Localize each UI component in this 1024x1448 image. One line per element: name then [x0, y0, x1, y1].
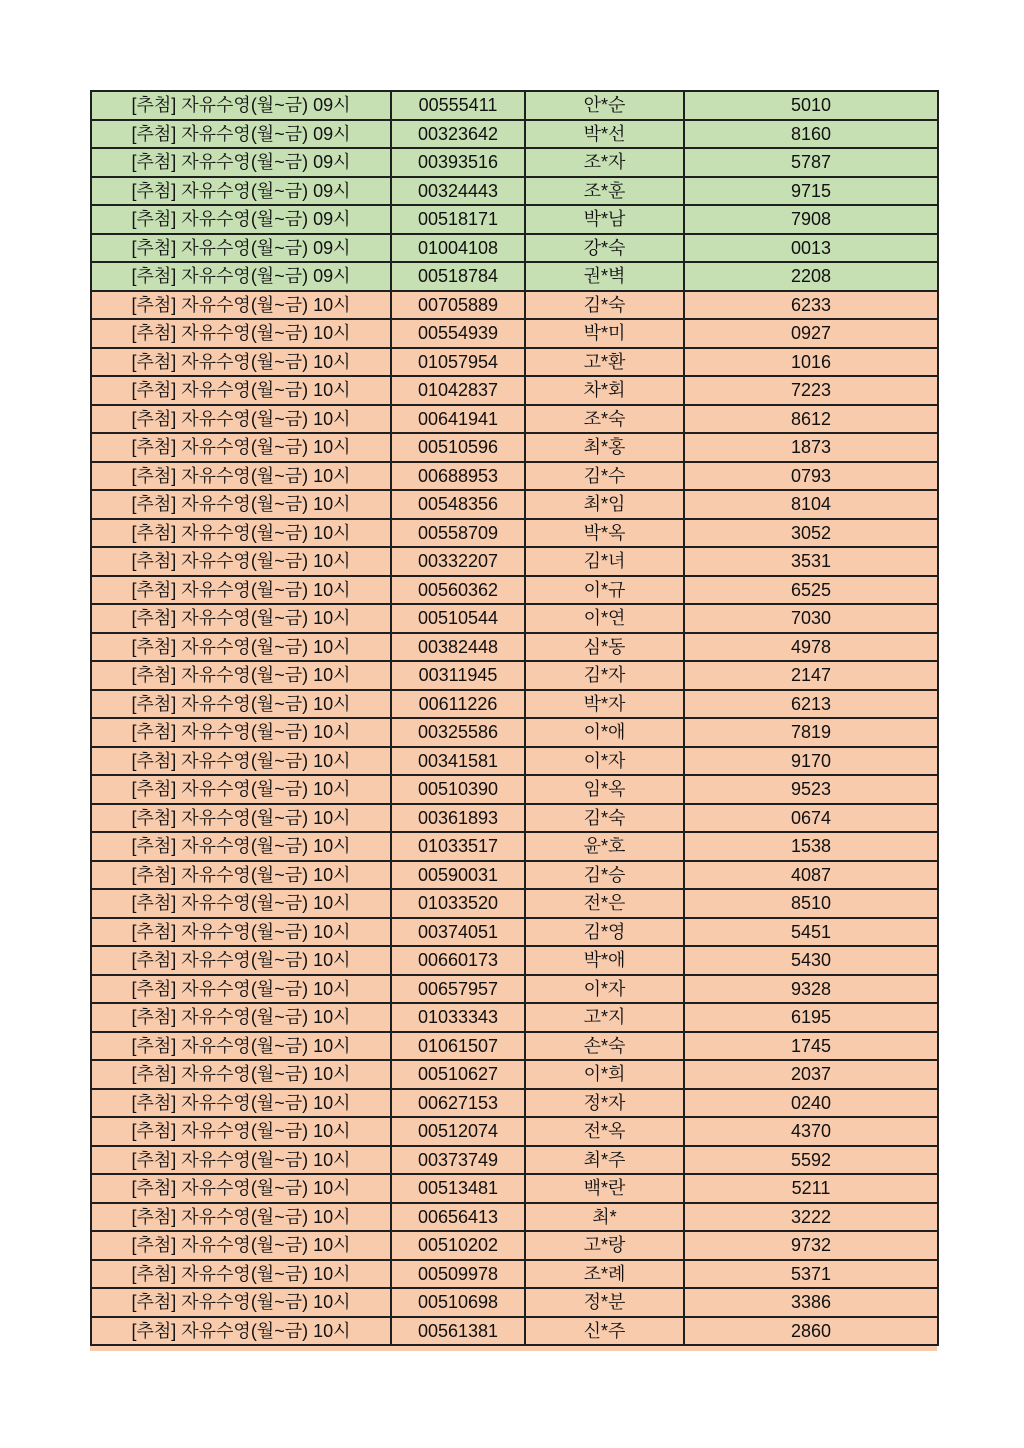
member-id-cell: 00590031 — [391, 861, 525, 890]
session-cell: [추첨] 자유수영(월~금) 09시 — [91, 234, 391, 263]
name-cell: 전*옥 — [525, 1117, 684, 1146]
member-id-cell: 01033520 — [391, 889, 525, 918]
table-row — [91, 1117, 938, 1146]
session-cell: [추첨] 자유수영(월~금) 10시 — [91, 1060, 391, 1089]
member-id-cell: 00510202 — [391, 1231, 525, 1260]
code-cell: 5010 — [684, 91, 938, 120]
name-cell: 이*애 — [525, 718, 684, 747]
session-cell: [추첨] 자유수영(월~금) 10시 — [91, 576, 391, 605]
table-row — [91, 832, 938, 861]
code-cell: 2037 — [684, 1060, 938, 1089]
table-row — [91, 1146, 938, 1175]
member-id-cell: 00382448 — [391, 633, 525, 662]
session-cell: [추첨] 자유수영(월~금) 10시 — [91, 718, 391, 747]
session-cell: [추첨] 자유수영(월~금) 10시 — [91, 1032, 391, 1061]
session-cell: [추첨] 자유수영(월~금) 10시 — [91, 832, 391, 861]
name-cell: 심*동 — [525, 633, 684, 662]
name-cell: 손*숙 — [525, 1032, 684, 1061]
name-cell: 김*녀 — [525, 547, 684, 576]
member-id-cell: 00660173 — [391, 946, 525, 975]
code-cell: 5430 — [684, 946, 938, 975]
name-cell: 박*옥 — [525, 519, 684, 548]
session-cell: [추첨] 자유수영(월~금) 10시 — [91, 975, 391, 1004]
member-id-cell: 00513481 — [391, 1174, 525, 1203]
member-id-cell: 00512074 — [391, 1117, 525, 1146]
code-cell: 1538 — [684, 832, 938, 861]
name-cell: 김*영 — [525, 918, 684, 947]
code-cell: 3531 — [684, 547, 938, 576]
name-cell: 김*자 — [525, 661, 684, 690]
table-row — [91, 519, 938, 548]
table-row — [91, 348, 938, 377]
session-cell: [추첨] 자유수영(월~금) 10시 — [91, 661, 391, 690]
code-cell: 5787 — [684, 148, 938, 177]
session-cell: [추첨] 자유수영(월~금) 09시 — [91, 262, 391, 291]
code-cell: 0013 — [684, 234, 938, 263]
session-cell: [추첨] 자유수영(월~금) 09시 — [91, 177, 391, 206]
session-cell: [추첨] 자유수영(월~금) 09시 — [91, 205, 391, 234]
table-row — [91, 1317, 938, 1346]
code-cell: 2208 — [684, 262, 938, 291]
name-cell: 이*연 — [525, 604, 684, 633]
code-cell: 4978 — [684, 633, 938, 662]
session-cell: [추첨] 자유수영(월~금) 10시 — [91, 1317, 391, 1346]
table-row — [91, 747, 938, 776]
name-cell: 권*벽 — [525, 262, 684, 291]
code-cell: 6195 — [684, 1003, 938, 1032]
lottery-results-table — [90, 90, 939, 1346]
session-cell: [추첨] 자유수영(월~금) 10시 — [91, 1146, 391, 1175]
table-row — [91, 405, 938, 434]
member-id-cell: 01033343 — [391, 1003, 525, 1032]
name-cell: 박*자 — [525, 690, 684, 719]
code-cell: 0674 — [684, 804, 938, 833]
session-cell: [추첨] 자유수영(월~금) 10시 — [91, 1203, 391, 1232]
session-cell: [추첨] 자유수영(월~금) 10시 — [91, 405, 391, 434]
session-cell: [추첨] 자유수영(월~금) 10시 — [91, 490, 391, 519]
table-row — [91, 433, 938, 462]
name-cell: 박*애 — [525, 946, 684, 975]
name-cell: 윤*호 — [525, 832, 684, 861]
member-id-cell: 00554939 — [391, 319, 525, 348]
table-row — [91, 319, 938, 348]
name-cell: 조*훈 — [525, 177, 684, 206]
code-cell: 3052 — [684, 519, 938, 548]
member-id-cell: 01042837 — [391, 376, 525, 405]
member-id-cell: 00656413 — [391, 1203, 525, 1232]
member-id-cell: 00332207 — [391, 547, 525, 576]
session-cell: [추첨] 자유수영(월~금) 10시 — [91, 775, 391, 804]
code-cell: 3222 — [684, 1203, 938, 1232]
member-id-cell: 01033517 — [391, 832, 525, 861]
session-cell: [추첨] 자유수영(월~금) 10시 — [91, 918, 391, 947]
session-cell: [추첨] 자유수영(월~금) 10시 — [91, 433, 391, 462]
table-row — [91, 91, 938, 120]
session-cell: [추첨] 자유수영(월~금) 10시 — [91, 747, 391, 776]
code-cell: 5592 — [684, 1146, 938, 1175]
code-cell: 9732 — [684, 1231, 938, 1260]
member-id-cell: 00374051 — [391, 918, 525, 947]
session-cell: [추첨] 자유수영(월~금) 10시 — [91, 462, 391, 491]
session-cell: [추첨] 자유수영(월~금) 10시 — [91, 1003, 391, 1032]
table-row — [91, 975, 938, 1004]
name-cell: 조*숙 — [525, 405, 684, 434]
member-id-cell: 00611226 — [391, 690, 525, 719]
code-cell: 9523 — [684, 775, 938, 804]
cut-off-next-row — [90, 1346, 937, 1351]
name-cell: 정*자 — [525, 1089, 684, 1118]
member-id-cell: 00558709 — [391, 519, 525, 548]
name-cell: 안*순 — [525, 91, 684, 120]
table-row — [91, 1231, 938, 1260]
session-cell: [추첨] 자유수영(월~금) 10시 — [91, 604, 391, 633]
session-cell: [추첨] 자유수영(월~금) 10시 — [91, 946, 391, 975]
member-id-cell: 00688953 — [391, 462, 525, 491]
name-cell: 김*승 — [525, 861, 684, 890]
table-row — [91, 291, 938, 320]
name-cell: 이*희 — [525, 1060, 684, 1089]
name-cell: 최*주 — [525, 1146, 684, 1175]
code-cell: 5451 — [684, 918, 938, 947]
table-row — [91, 262, 938, 291]
table-row — [91, 1260, 938, 1289]
code-cell: 1745 — [684, 1032, 938, 1061]
session-cell: [추첨] 자유수영(월~금) 10시 — [91, 376, 391, 405]
member-id-cell: 00311945 — [391, 661, 525, 690]
table-row — [91, 462, 938, 491]
code-cell: 6233 — [684, 291, 938, 320]
name-cell: 최*홍 — [525, 433, 684, 462]
table-row — [91, 576, 938, 605]
name-cell: 신*주 — [525, 1317, 684, 1346]
session-cell: [추첨] 자유수영(월~금) 10시 — [91, 547, 391, 576]
member-id-cell: 00341581 — [391, 747, 525, 776]
member-id-cell: 00510544 — [391, 604, 525, 633]
table-row — [91, 690, 938, 719]
code-cell: 0240 — [684, 1089, 938, 1118]
member-id-cell: 00324443 — [391, 177, 525, 206]
member-id-cell: 01061507 — [391, 1032, 525, 1061]
name-cell: 백*란 — [525, 1174, 684, 1203]
member-id-cell: 00561381 — [391, 1317, 525, 1346]
table-row — [91, 376, 938, 405]
name-cell: 임*옥 — [525, 775, 684, 804]
session-cell: [추첨] 자유수영(월~금) 10시 — [91, 889, 391, 918]
session-cell: [추첨] 자유수영(월~금) 10시 — [91, 1288, 391, 1317]
name-cell: 이*자 — [525, 975, 684, 1004]
table-row — [91, 718, 938, 747]
session-cell: [추첨] 자유수영(월~금) 10시 — [91, 1231, 391, 1260]
session-cell: [추첨] 자유수영(월~금) 10시 — [91, 291, 391, 320]
table-row — [91, 177, 938, 206]
member-id-cell: 00548356 — [391, 490, 525, 519]
name-cell: 조*례 — [525, 1260, 684, 1289]
member-id-cell: 00518784 — [391, 262, 525, 291]
table-row — [91, 775, 938, 804]
name-cell: 박*미 — [525, 319, 684, 348]
name-cell: 김*숙 — [525, 291, 684, 320]
member-id-cell: 00393516 — [391, 148, 525, 177]
member-id-cell: 00510596 — [391, 433, 525, 462]
member-id-cell: 00560362 — [391, 576, 525, 605]
table-row — [91, 148, 938, 177]
code-cell: 7030 — [684, 604, 938, 633]
code-cell: 9170 — [684, 747, 938, 776]
session-cell: [추첨] 자유수영(월~금) 10시 — [91, 804, 391, 833]
code-cell: 8160 — [684, 120, 938, 149]
session-cell: [추첨] 자유수영(월~금) 09시 — [91, 148, 391, 177]
session-cell: [추첨] 자유수영(월~금) 10시 — [91, 1089, 391, 1118]
name-cell: 정*분 — [525, 1288, 684, 1317]
table-row — [91, 804, 938, 833]
table-row — [91, 1203, 938, 1232]
session-cell: [추첨] 자유수영(월~금) 10시 — [91, 519, 391, 548]
table-row — [91, 490, 938, 519]
code-cell: 5211 — [684, 1174, 938, 1203]
code-cell: 8510 — [684, 889, 938, 918]
code-cell: 3386 — [684, 1288, 938, 1317]
name-cell: 이*자 — [525, 747, 684, 776]
session-cell: [추첨] 자유수영(월~금) 10시 — [91, 690, 391, 719]
lottery-results-table-container — [90, 90, 937, 1351]
member-id-cell: 01004108 — [391, 234, 525, 263]
table-row — [91, 861, 938, 890]
member-id-cell: 00510698 — [391, 1288, 525, 1317]
code-cell: 1873 — [684, 433, 938, 462]
name-cell: 고*랑 — [525, 1231, 684, 1260]
code-cell: 7223 — [684, 376, 938, 405]
session-cell: [추첨] 자유수영(월~금) 10시 — [91, 1260, 391, 1289]
table-row — [91, 661, 938, 690]
table-row — [91, 1060, 938, 1089]
code-cell: 9328 — [684, 975, 938, 1004]
member-id-cell: 00705889 — [391, 291, 525, 320]
code-cell: 4370 — [684, 1117, 938, 1146]
table-row — [91, 633, 938, 662]
table-row — [91, 1288, 938, 1317]
session-cell: [추첨] 자유수영(월~금) 09시 — [91, 120, 391, 149]
name-cell: 최* — [525, 1203, 684, 1232]
table-row — [91, 918, 938, 947]
code-cell: 0793 — [684, 462, 938, 491]
table-row — [91, 1032, 938, 1061]
session-cell: [추첨] 자유수영(월~금) 10시 — [91, 633, 391, 662]
member-id-cell: 00323642 — [391, 120, 525, 149]
name-cell: 차*회 — [525, 376, 684, 405]
member-id-cell: 00518171 — [391, 205, 525, 234]
session-cell: [추첨] 자유수영(월~금) 10시 — [91, 1174, 391, 1203]
table-row — [91, 889, 938, 918]
table-row — [91, 1174, 938, 1203]
member-id-cell: 01057954 — [391, 348, 525, 377]
name-cell: 최*임 — [525, 490, 684, 519]
code-cell: 2147 — [684, 661, 938, 690]
name-cell: 조*자 — [525, 148, 684, 177]
name-cell: 고*환 — [525, 348, 684, 377]
code-cell: 9715 — [684, 177, 938, 206]
table-row — [91, 120, 938, 149]
table-row — [91, 547, 938, 576]
code-cell: 7819 — [684, 718, 938, 747]
member-id-cell: 00657957 — [391, 975, 525, 1004]
table-row — [91, 604, 938, 633]
code-cell: 6213 — [684, 690, 938, 719]
name-cell: 김*숙 — [525, 804, 684, 833]
member-id-cell: 00509978 — [391, 1260, 525, 1289]
session-cell: [추첨] 자유수영(월~금) 10시 — [91, 348, 391, 377]
member-id-cell: 00361893 — [391, 804, 525, 833]
name-cell: 김*수 — [525, 462, 684, 491]
member-id-cell: 00325586 — [391, 718, 525, 747]
member-id-cell: 00641941 — [391, 405, 525, 434]
table-row — [91, 234, 938, 263]
table-row — [91, 205, 938, 234]
code-cell: 8612 — [684, 405, 938, 434]
code-cell: 6525 — [684, 576, 938, 605]
session-cell: [추첨] 자유수영(월~금) 10시 — [91, 861, 391, 890]
session-cell: [추첨] 자유수영(월~금) 09시 — [91, 91, 391, 120]
code-cell: 4087 — [684, 861, 938, 890]
code-cell: 0927 — [684, 319, 938, 348]
code-cell: 2860 — [684, 1317, 938, 1346]
name-cell: 전*은 — [525, 889, 684, 918]
session-cell: [추첨] 자유수영(월~금) 10시 — [91, 319, 391, 348]
name-cell: 박*남 — [525, 205, 684, 234]
name-cell: 박*선 — [525, 120, 684, 149]
member-id-cell: 00627153 — [391, 1089, 525, 1118]
name-cell: 이*규 — [525, 576, 684, 605]
table-row — [91, 946, 938, 975]
member-id-cell: 00555411 — [391, 91, 525, 120]
table-row — [91, 1089, 938, 1118]
member-id-cell: 00373749 — [391, 1146, 525, 1175]
code-cell: 5371 — [684, 1260, 938, 1289]
code-cell: 1016 — [684, 348, 938, 377]
code-cell: 7908 — [684, 205, 938, 234]
name-cell: 고*지 — [525, 1003, 684, 1032]
table-row — [91, 1003, 938, 1032]
session-cell: [추첨] 자유수영(월~금) 10시 — [91, 1117, 391, 1146]
member-id-cell: 00510390 — [391, 775, 525, 804]
name-cell: 강*숙 — [525, 234, 684, 263]
code-cell: 8104 — [684, 490, 938, 519]
member-id-cell: 00510627 — [391, 1060, 525, 1089]
lottery-results-table-body — [91, 91, 938, 1345]
